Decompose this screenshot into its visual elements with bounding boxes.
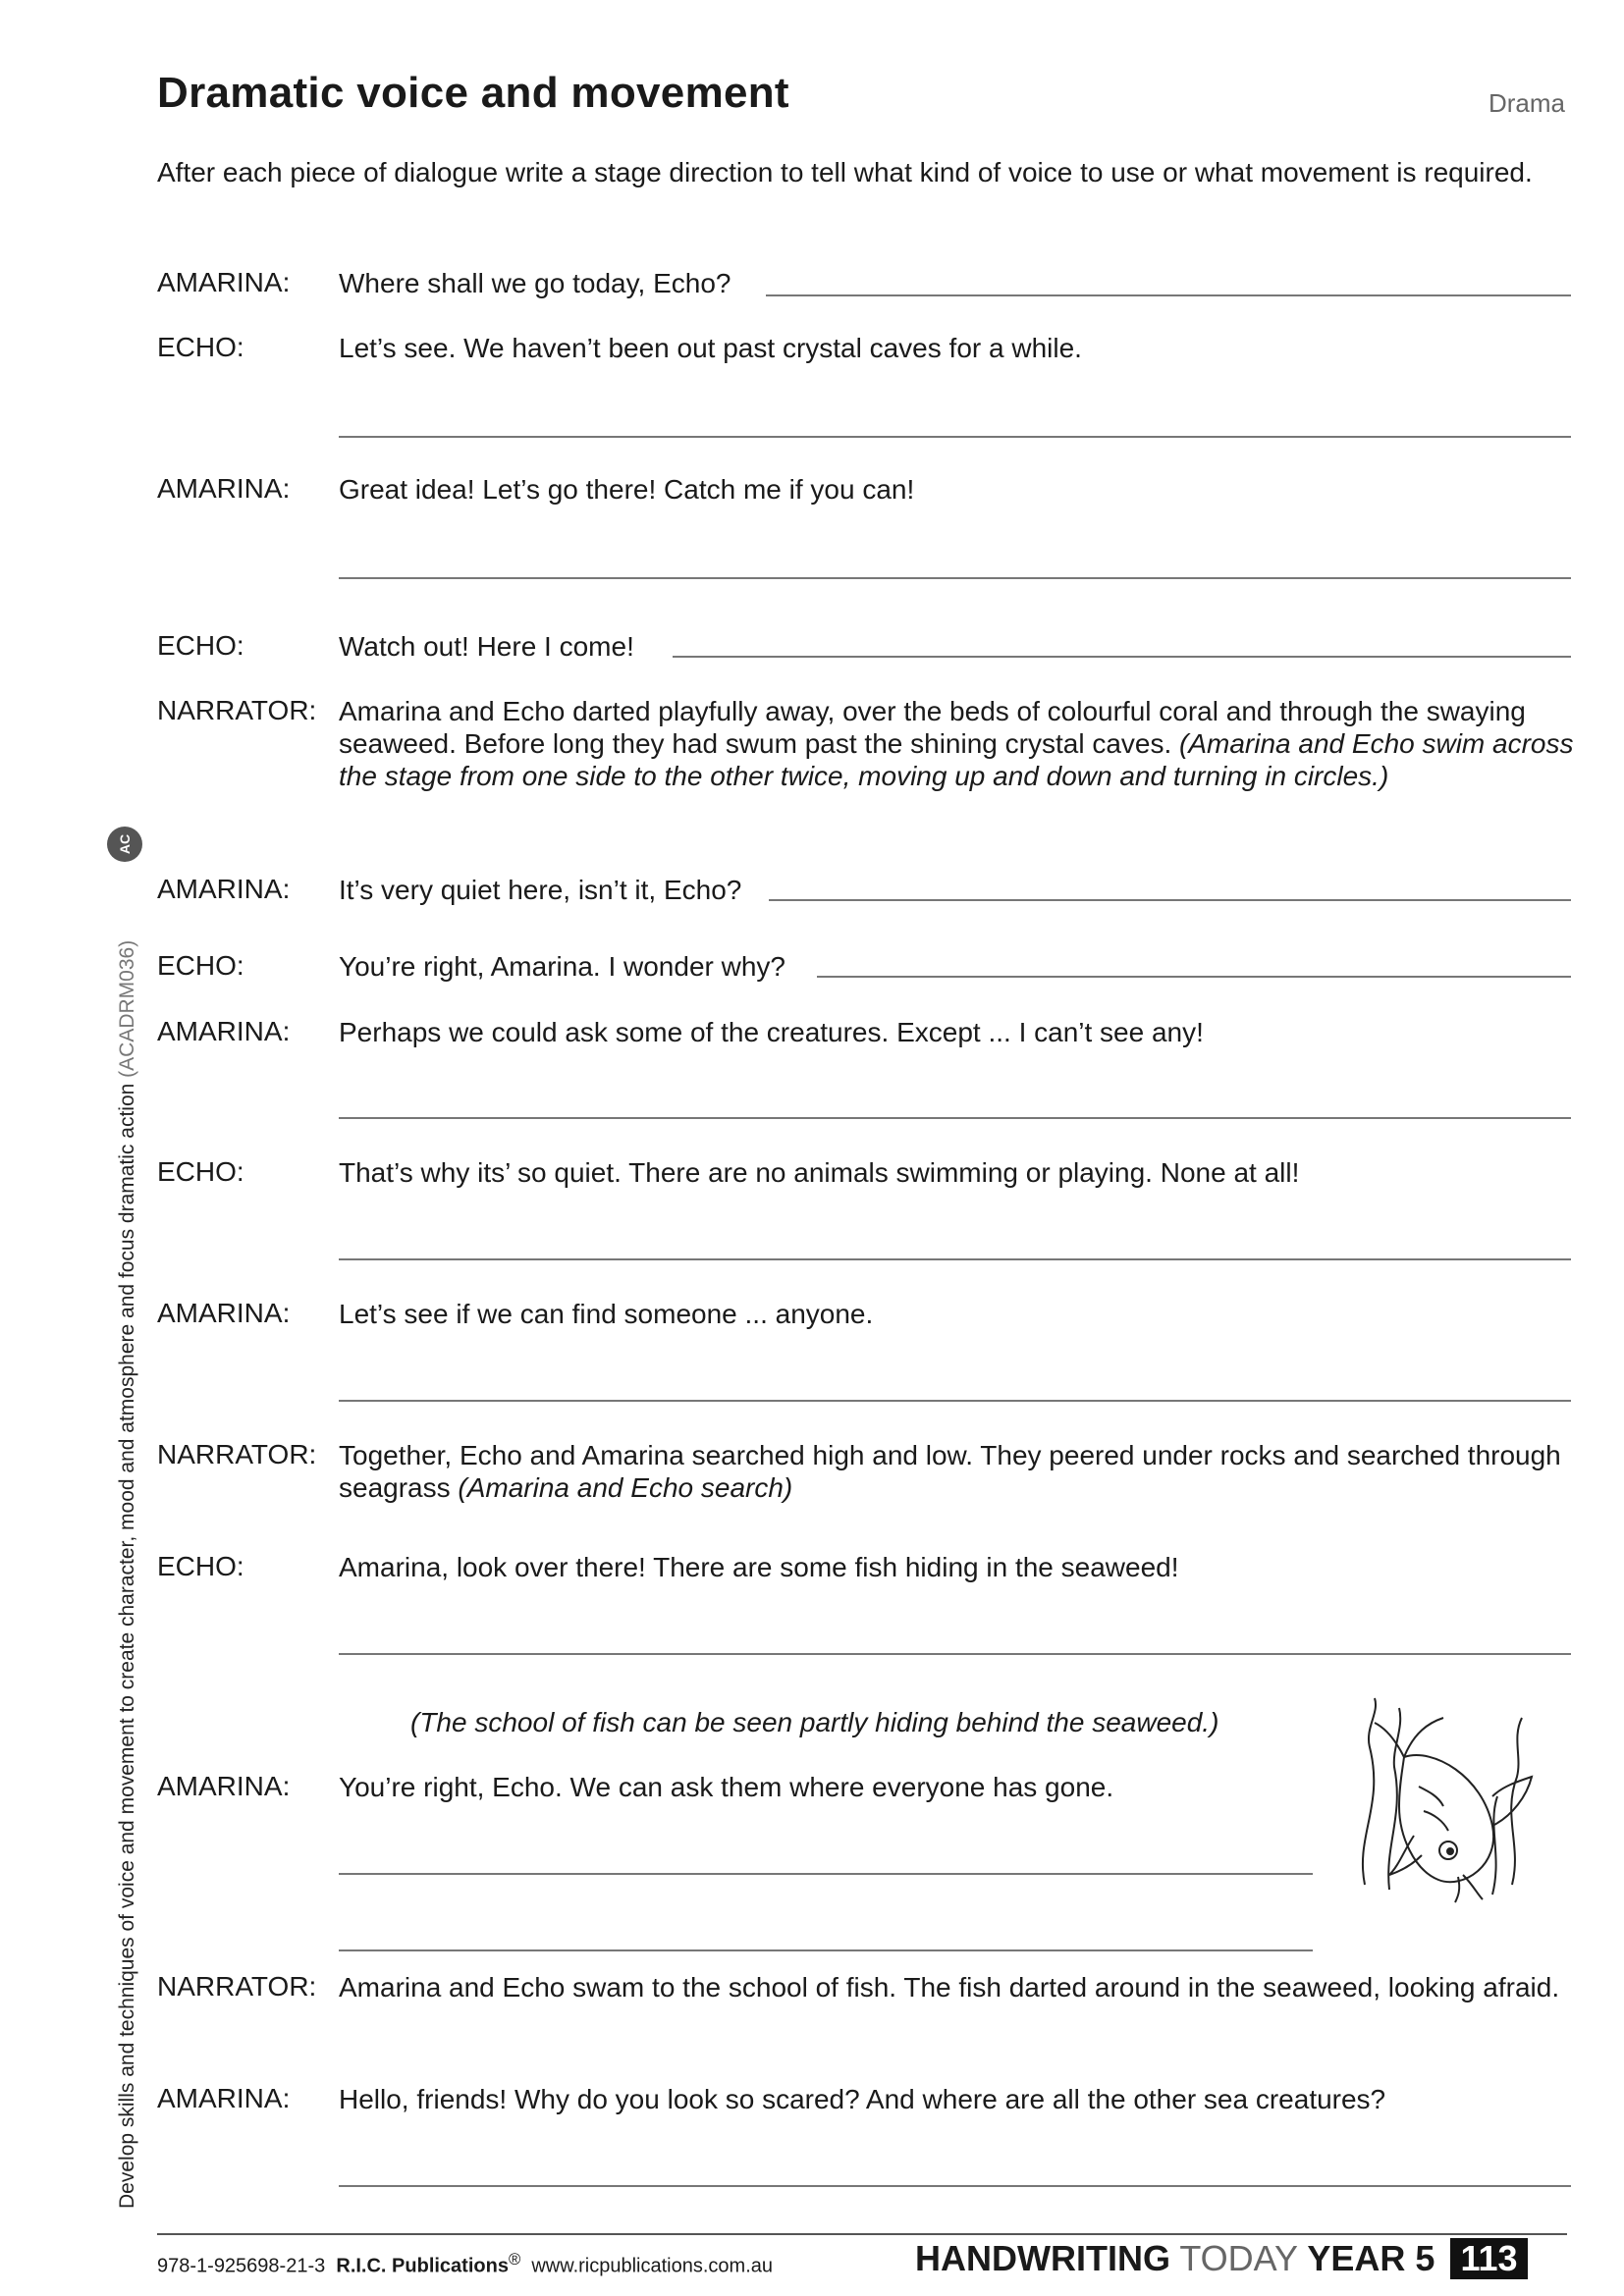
footer-info bbox=[157, 2250, 773, 2278]
footer-divider bbox=[157, 2233, 1567, 2235]
page-title: Dramatic voice and movement bbox=[157, 69, 789, 117]
speaker-label: AMARINA: bbox=[157, 1016, 291, 1046]
publisher-url[interactable]: www.ricpublications.com.au bbox=[531, 2255, 774, 2277]
brand-light: TODAY bbox=[1179, 2238, 1298, 2278]
dialogue-text: Perhaps we could ask some of the creatures. Except ... I can’t see any! bbox=[339, 1017, 1204, 1047]
isbn: 978-1-925698-21-3 bbox=[157, 2255, 326, 2277]
answer-line[interactable] bbox=[673, 656, 1571, 658]
speaker-label: AMARINA: bbox=[157, 473, 291, 504]
answer-line[interactable] bbox=[339, 436, 1571, 438]
speaker-label: NARRATOR: bbox=[157, 1439, 317, 1469]
brand-bold: HANDWRITING bbox=[915, 2238, 1170, 2278]
page-number: 113 bbox=[1450, 2238, 1527, 2279]
speaker-label: AMARINA: bbox=[157, 1298, 291, 1328]
curriculum-code: (ACADRM036) bbox=[116, 939, 138, 1078]
dialogue-text: Watch out! Here I come! bbox=[339, 631, 634, 662]
registered-mark: ® bbox=[508, 2250, 521, 2269]
speaker-label: ECHO: bbox=[157, 1156, 244, 1187]
stage-direction-text: (The school of fish can be seen partly hiding behind the seaweed.) bbox=[410, 1707, 1219, 1737]
answer-line[interactable] bbox=[339, 1873, 1313, 1875]
publisher: R.I.C. Publications bbox=[336, 2255, 509, 2277]
year-label: YEAR 5 bbox=[1307, 2238, 1435, 2278]
speaker-label: NARRATOR: bbox=[157, 695, 317, 725]
speaker-label: AMARINA: bbox=[157, 1771, 291, 1801]
answer-line[interactable] bbox=[339, 1400, 1571, 1402]
curriculum-note bbox=[116, 834, 139, 2209]
answer-line[interactable] bbox=[769, 899, 1571, 901]
narration-text: Amarina and Echo swam to the school of fish. The fish darted around in the seaweed, looking afraid. bbox=[339, 1972, 1560, 2002]
narration-text bbox=[339, 695, 1576, 792]
stage-direction: (Amarina and Echo search) bbox=[458, 1472, 793, 1503]
dialogue-text: Great idea! Let’s go there! Catch me if you can! bbox=[339, 474, 915, 505]
instructions: After each piece of dialogue write a stage direction to tell what kind of voice to use or what movement is required. bbox=[157, 157, 1533, 187]
answer-line[interactable] bbox=[339, 577, 1571, 579]
speaker-label: ECHO: bbox=[157, 1551, 244, 1581]
answer-line[interactable] bbox=[339, 1653, 1571, 1655]
dialogue-text: You’re right, Echo. We can ask them where everyone has gone. bbox=[339, 1772, 1114, 1802]
narration-text bbox=[339, 1439, 1576, 1504]
answer-line[interactable] bbox=[339, 1258, 1571, 1260]
answer-line[interactable] bbox=[766, 294, 1571, 296]
dialogue-text: Where shall we go today, Echo? bbox=[339, 268, 731, 298]
speaker-label: NARRATOR: bbox=[157, 1971, 317, 2002]
stage-direction bbox=[410, 1706, 1333, 1738]
ac-badge-icon: AC bbox=[107, 827, 142, 862]
speaker-label: AMARINA: bbox=[157, 2083, 291, 2113]
speaker-label: ECHO: bbox=[157, 630, 244, 661]
speaker-label: AMARINA: bbox=[157, 267, 291, 297]
stage-direction: (Amarina and Echo swim across the stage from one side to the other twice, moving up and down and turning in circles.) bbox=[339, 728, 1574, 791]
dialogue-text: Let’s see if we can find someone ... anyone. bbox=[339, 1299, 874, 1329]
answer-line[interactable] bbox=[339, 1949, 1313, 1951]
speaker-label: ECHO: bbox=[157, 950, 244, 981]
fish-illustration bbox=[1345, 1688, 1542, 1904]
answer-line[interactable] bbox=[339, 1117, 1571, 1119]
answer-line[interactable] bbox=[339, 2185, 1571, 2187]
narration: Amarina and Echo darted playfully away, over the beds of colourful coral and through the swaying seaweed. Before long they had swum past the shining crystal caves. bbox=[339, 696, 1526, 759]
narration: Together, Echo and Amarina searched high and low. They peered under rocks and searched through seagrass bbox=[339, 1440, 1561, 1503]
dialogue-text: Hello, friends! Why do you look so scared? And where are all the other sea creatures? bbox=[339, 2084, 1386, 2114]
speaker-label: AMARINA: bbox=[157, 874, 291, 904]
dialogue-text: Amarina, look over there! There are some fish hiding in the seaweed! bbox=[339, 1552, 1179, 1582]
speaker-label: ECHO: bbox=[157, 332, 244, 362]
dialogue-text: That’s why its’ so quiet. There are no animals swimming or playing. None at all! bbox=[339, 1157, 1300, 1188]
curriculum-text: Develop skills and techniques of voice and movement to create character, mood and atmosphere and focus dramatic action bbox=[116, 1083, 138, 2209]
answer-line[interactable] bbox=[817, 976, 1571, 978]
dialogue-text: It’s very quiet here, isn’t it, Echo? bbox=[339, 875, 742, 905]
dialogue-text: You’re right, Amarina. I wonder why? bbox=[339, 951, 785, 982]
subject-label: Drama bbox=[1488, 88, 1565, 118]
series-brand bbox=[915, 2238, 1528, 2279]
dialogue-text: Let’s see. We haven’t been out past crystal caves for a while. bbox=[339, 333, 1082, 363]
